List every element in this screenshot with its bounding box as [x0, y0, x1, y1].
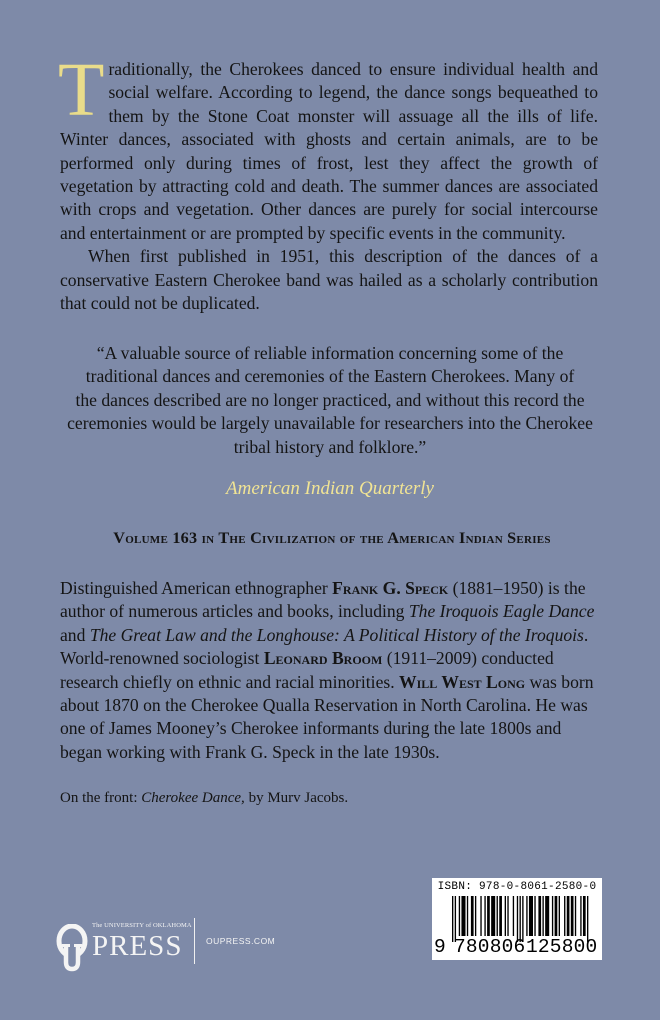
- barcode-bar: [564, 896, 565, 936]
- quote-line: tribal history and folklore.”: [233, 436, 427, 457]
- university-name: The UNIVERSITY of OKLAHOMA: [92, 922, 192, 929]
- barcode-bar: [497, 896, 498, 936]
- quote-line: “A valuable source of reliable information concerning some of the: [96, 343, 564, 363]
- barcode-bar: [534, 896, 535, 936]
- barcode-bar: [538, 896, 541, 936]
- quote-line: ceremonies would be largely unavailable for researchers into the Cherokee: [67, 413, 593, 434]
- barcode-bar: [475, 896, 476, 936]
- book-description: [58, 48, 598, 315]
- barcode-bar: [487, 896, 490, 936]
- barcode-bar: [555, 896, 558, 936]
- quote-line: traditional dances and ceremonies of the Eastern Cherokees. Many of: [85, 366, 575, 387]
- barcode-bar: [467, 896, 468, 936]
- barcode-bar: [545, 896, 549, 936]
- author-name-long: Will West Long: [399, 671, 526, 692]
- barcode-bar: [461, 896, 465, 936]
- barcode-bar: [513, 896, 514, 936]
- barcode-bar: [471, 896, 474, 936]
- barcode-bar: [580, 896, 581, 936]
- publisher-url: OUPRESS.COM: [206, 936, 276, 946]
- barcode-bar: [459, 896, 460, 936]
- series-line: Volume 163 in The Civilization of the American Indian Series: [113, 529, 551, 547]
- description-paragraph-1: Traditionally, the Cherokees danced to ensure individual health and social welfare. According to legend, the dance songs bequeathed to them by the Stone Coat monster will assuage all the ills of life. Winter dances, associated with ghosts and certain animals, are to be performed only during times of frost, lest they affect the growth of vegetation by attracting cold and death. The summer dances are associated with crops and vegetation. Other dances are purely for social intercourse and entertainment or are prompted by specific events in the community.: [58, 48, 598, 243]
- review-quote: [64, 342, 596, 459]
- barcode-bar: [567, 896, 570, 936]
- cover-art-credit: On the front: Cherokee Dance, by Murv Jacobs.: [60, 790, 349, 806]
- author-bio: Distinguished American ethnographer Frank G. Speck (1881–1950) is the author of numerous articles and books, including The Iroquois Eagle Dance and The Great Law and the Longhouse: A Political History of the Iroquois. World-renowned sociologist Leonard Broom (1911–2009) conducted research chiefly on ethnic and racial minorities. Will West Long was born about 1870 on the Cherokee Qualla Reservation in North Carolina. He was one of James Mooney’s Cherokee informants during the late 1800s and began working with Frank G. Speck in the late 1930s.: [60, 578, 595, 762]
- book-title: The Iroquois Eagle Dance: [408, 601, 595, 622]
- barcode-bar: [571, 896, 574, 936]
- barcode-bar: [552, 896, 553, 936]
- barcode-bar: [575, 896, 576, 936]
- barcode-bar: [529, 896, 533, 936]
- author-name-speck: Frank G. Speck: [332, 578, 449, 598]
- barcode-bar: [526, 896, 527, 936]
- logo-divider: [194, 918, 195, 964]
- barcode-bar: [583, 896, 586, 936]
- barcode-bar: [491, 896, 495, 936]
- barcode-bar: [505, 896, 506, 936]
- author-name-broom: Leonard Broom: [263, 648, 383, 669]
- barcode-bar: [499, 896, 502, 936]
- book-title: The Great Law and the Longhouse: A Political History of the Iroquois: [89, 624, 584, 645]
- barcode-bar: [507, 896, 508, 936]
- drop-cap: T: [58, 48, 105, 132]
- barcode-bar: [542, 896, 543, 936]
- artwork-title: Cherokee Dance,: [141, 790, 245, 806]
- barcode-bar: [484, 896, 485, 936]
- press-wordmark: PRESS: [92, 930, 183, 962]
- description-paragraph-2: When first published in 1951, this description of the dances of a conservative Eastern Cherokee band was hailed as a scholarly contribution that could not be duplicated.: [60, 246, 598, 314]
- isbn-barcode: ISBN: 978-0-8061-2580-0 9 780806 125800: [432, 878, 602, 960]
- ou-monogram-icon: [56, 924, 90, 972]
- quote-attribution: American Indian Quarterly: [226, 478, 434, 499]
- barcode-bar: [480, 896, 481, 936]
- quote-line: the dances described are no longer practiced, and without this record the: [75, 389, 585, 410]
- barcode-bar: [559, 896, 560, 936]
- isbn-text: ISBN: 978-0-8061-2580-0: [437, 881, 597, 893]
